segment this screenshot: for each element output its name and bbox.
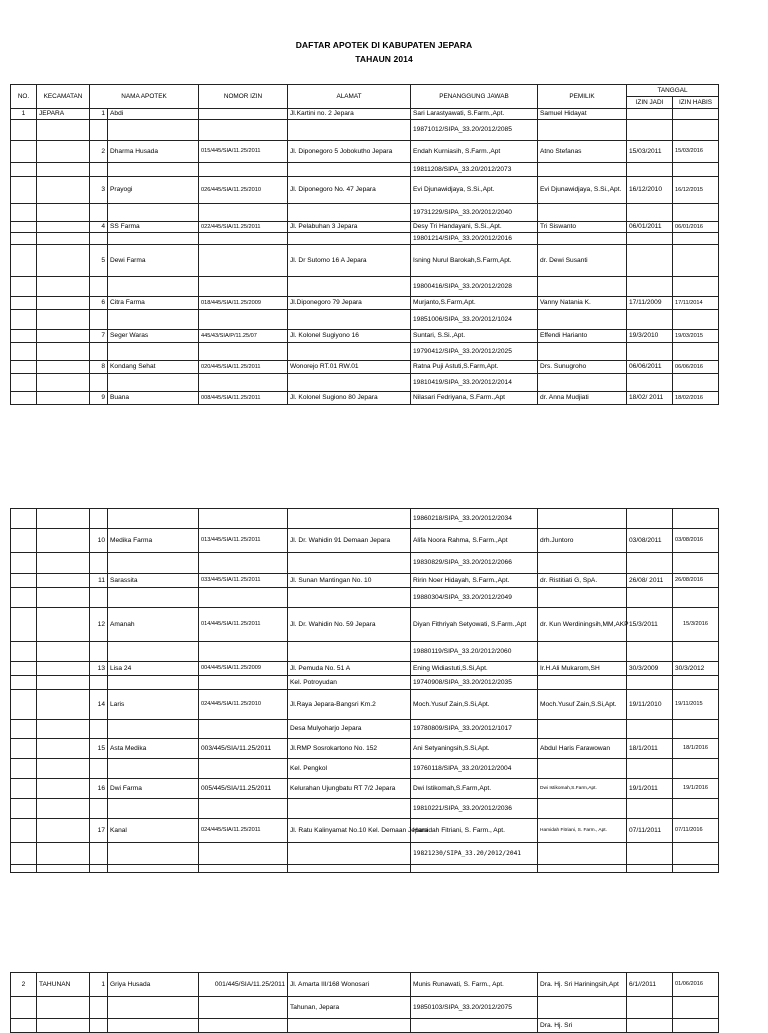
row-number: 9	[90, 392, 108, 405]
header-no: NO.	[11, 85, 37, 109]
owner: Moch.Yusuf Zain,S.Si,Apt.	[538, 690, 627, 720]
permit-number	[199, 245, 288, 277]
address: Jl. Pelabuhan 3 Jepara	[288, 222, 411, 233]
row-number: 1	[90, 973, 108, 997]
permit-end: 06/01/2016	[673, 222, 719, 233]
permit-number: 024/445/SIA/11.25/2010	[199, 690, 288, 720]
permit-end: 15/3/2016	[673, 608, 719, 642]
address: Jl. Kolonel Sugiono 80 Jepara	[288, 392, 411, 405]
header-nomor-izin: NOMOR IZIN	[199, 85, 288, 109]
permit-end: 18/02/2016	[673, 392, 719, 405]
sipa-number: 19790412/SIPA_33.20/2012/2025	[411, 343, 538, 361]
permit-start: 26/08/ 2011	[627, 574, 673, 588]
pharmacist: Desy Tri Handayani, S.Si.,Apt.	[411, 222, 538, 233]
permit-start: 19/11/2010	[627, 690, 673, 720]
pharmacy-name: Dewi Farma	[108, 245, 199, 277]
pharmacist: Isning Nurul Barokah,S.Farm,Apt.	[411, 245, 538, 277]
permit-end: 26/08/2016	[673, 574, 719, 588]
pharmacy-name: Dwi Farma	[108, 779, 199, 799]
address: Jl.RMP Sosrokartono No. 152	[288, 739, 411, 759]
owner: Dra. Hj. Sri Hariningsih,Apt	[538, 973, 627, 997]
address-continued: Tahunan, Jepara	[288, 997, 411, 1019]
header-penanggung-jawab: PENANGGUNG JAWAB	[411, 85, 538, 109]
address: Jl. Dr. Wahidin No. 59 Jepara	[288, 608, 411, 642]
pharmacy-table-page-3	[10, 972, 719, 1033]
kecamatan-name: JEPARA	[37, 109, 90, 120]
permit-end: 07/11/2016	[673, 819, 719, 843]
permit-start: 16/12/2010	[627, 177, 673, 204]
pharmacy-name: Laris	[108, 690, 199, 720]
permit-number: 024/445/SIA/11.25/2011	[199, 819, 288, 843]
pharmacy-name: Citra Farma	[108, 297, 199, 310]
permit-end: 30/3/2012	[673, 662, 719, 676]
owner: Evi Djunawidjaya, S.Si.,Apt.	[538, 177, 627, 204]
permit-end	[673, 245, 719, 277]
row-number: 13	[90, 662, 108, 676]
owner: Effendi Harianto	[538, 330, 627, 343]
permit-number: 003/445/SIA/11.25/2011	[199, 739, 288, 759]
row-number: 6	[90, 297, 108, 310]
sipa-number: 19731229/SIPA_33.20/2012/2040	[411, 204, 538, 222]
kecamatan-number: 2	[11, 973, 37, 997]
address: Jl. Pemuda No. 51 A	[288, 662, 411, 676]
sipa-number: 19880304/SIPA_33.20/2012/2049	[411, 588, 538, 608]
header-pemilik: PEMILIK	[538, 85, 627, 109]
row-number: 14	[90, 690, 108, 720]
permit-end: 06/06/2016	[673, 361, 719, 374]
pharmacist: Ratna Puji Astuti,S.Farm,Apt.	[411, 361, 538, 374]
address: Jl. Kolonel Sugiyono 16	[288, 330, 411, 343]
pharmacist: Nilasari Fedriyana, S.Farm.,Apt	[411, 392, 538, 405]
pharmacist: Murjanto,S.Farm,Apt.	[411, 297, 538, 310]
pharmacist: Ening Widiastuti,S.Si,Apt.	[411, 662, 538, 676]
address: Jl.Kartini no. 2 Jepara	[288, 109, 411, 120]
header-alamat: ALAMAT	[288, 85, 411, 109]
address: Jl. Dr. Wahidin 91 Demaan Jepara	[288, 529, 411, 553]
address-continued: Kel. Pengkol	[288, 759, 411, 779]
permit-end: 19/03/2015	[673, 330, 719, 343]
sipa-number: 19800416/SIPA_33.20/2012/2028	[411, 277, 538, 297]
owner: Abdul Haris Farawowan	[538, 739, 627, 759]
pharmacy-name: SS Farma	[108, 222, 199, 233]
owner: dr. Dewi Susanti	[538, 245, 627, 277]
address: Jl. Diponegoro No. 47 Jepara	[288, 177, 411, 204]
document-subtitle: TAHAUN 2014	[355, 54, 413, 64]
sipa-number: 19880119/SIPA_33.20/2012/2060	[411, 642, 538, 662]
header-tanggal: TANGGAL	[627, 85, 719, 97]
address: Jl. Sunan Mantingan No. 10	[288, 574, 411, 588]
address: Jl. Ratu Kalinyamat No.10 Kel. Demaan Jepara	[288, 819, 411, 843]
pharmacy-name: Kanal	[108, 819, 199, 843]
pharmacy-name: Lisa 24	[108, 662, 199, 676]
pharmacist: Ani Setyaningsih,S.Si,Apt.	[411, 739, 538, 759]
sipa-number: 19871012/SIPA_33.20/2012/2085	[411, 120, 538, 141]
pharmacist: Moch.Yusuf Zain,S.Si,Apt.	[411, 690, 538, 720]
pharmacist: Suntari, S.Si.,Apt.	[411, 330, 538, 343]
permit-start: 15/03/2011	[627, 141, 673, 163]
permit-number	[199, 109, 288, 120]
address: Kelurahan Ujungbatu RT 7/2 Jepara	[288, 779, 411, 799]
permit-end: 17/11/2014	[673, 297, 719, 310]
pharmacy-table-page-1	[10, 84, 719, 405]
permit-number: 014/445/SIA/11.25/2011	[199, 608, 288, 642]
permit-number: 015/445/SIA/11.25/2011	[199, 141, 288, 163]
owner: Ir.H.Ali Mukarom,SH	[538, 662, 627, 676]
permit-number: 013/445/SIA/11.25/2011	[199, 529, 288, 553]
row-number: 17	[90, 819, 108, 843]
permit-start: 06/01/2011	[627, 222, 673, 233]
row-number: 5	[90, 245, 108, 277]
permit-end: 18/1/2016	[673, 739, 719, 759]
sipa-number: 19850103/SIPA_33.20/2012/2075	[411, 997, 538, 1019]
permit-number: 020/445/SIA/11.25/2011	[199, 361, 288, 374]
address: Jl. Dr Sutomo 16 A Jepara	[288, 245, 411, 277]
permit-number: 004/445/SIA/11.25/2009	[199, 662, 288, 676]
owner: Dra. Hj. Sri	[538, 1019, 627, 1033]
kecamatan-number: 1	[11, 109, 37, 120]
permit-start	[627, 109, 673, 120]
owner: Tri Siswanto	[538, 222, 627, 233]
pharmacy-name: Dharma Husada	[108, 141, 199, 163]
permit-start	[627, 245, 673, 277]
permit-start: 19/3/2010	[627, 330, 673, 343]
document-title: DAFTAR APOTEK DI KABUPATEN JEPARA	[295, 40, 473, 50]
pharmacy-name: Griya Husada	[108, 973, 199, 997]
sipa-number: 19811208/SIPA_33.20/2012/2073	[411, 163, 538, 177]
permit-start: 15/3/2011	[627, 608, 673, 642]
address: Jl. Amarta III/168 Wonosari	[288, 973, 411, 997]
permit-start: 19/1/2011	[627, 779, 673, 799]
pharmacist: Alifa Noora Rahma, S.Farm.,Apt	[411, 529, 538, 553]
row-number: 15	[90, 739, 108, 759]
header-kecamatan: KECAMATAN	[37, 85, 90, 109]
address-continued: Desa Mulyoharjo Jepara	[288, 720, 411, 739]
pharmacist: Evi Djunawidjaya, S.Si.,Apt.	[411, 177, 538, 204]
pharmacy-name: Amanah	[108, 608, 199, 642]
row-number: 12	[90, 608, 108, 642]
permit-number: 445/43/SIA/P/11.25/07	[199, 330, 288, 343]
pharmacy-name: Buana	[108, 392, 199, 405]
permit-number: 018/445/SIA/11.25/2009	[199, 297, 288, 310]
header-izin-jadi: IZIN JADI	[627, 97, 673, 109]
sipa-number: 19740908/SIPA_33.20/2012/2035	[411, 676, 538, 690]
sipa-number: 19780809/SIPA_33.20/2012/1017	[411, 720, 538, 739]
permit-start: 6/1//2011	[627, 973, 673, 997]
sipa-number: 19821230/SIPA_33.20/2012/2041	[411, 843, 538, 865]
permit-start: 06/06/2011	[627, 361, 673, 374]
permit-number: 033/445/SIA/11.25/2011	[199, 574, 288, 588]
pharmacy-name: Asta Medika	[108, 739, 199, 759]
address: Jl. Diponegoro 5 Jobokutho Jepara	[288, 141, 411, 163]
row-number: 4	[90, 222, 108, 233]
permit-start: 17/11/2009	[627, 297, 673, 310]
row-number: 16	[90, 779, 108, 799]
owner: Drs. Sunugroho	[538, 361, 627, 374]
owner: Dwi Istikomah,S.Farm,Apt.	[538, 779, 627, 799]
pharmacy-name: Abdi	[108, 109, 199, 120]
address-continued: Kel. Potroyudan	[288, 676, 411, 690]
owner: Vanny Natania K.	[538, 297, 627, 310]
pharmacy-table-page-2	[10, 508, 719, 873]
permit-end: 19/1/2016	[673, 779, 719, 799]
pharmacy-name: Medika Farma	[108, 529, 199, 553]
owner: drh.Juntoro	[538, 529, 627, 553]
permit-end: 19/11/2015	[673, 690, 719, 720]
row-number: 1	[90, 109, 108, 120]
pharmacy-name: Prayogi	[108, 177, 199, 204]
sipa-number: 19810221/SIPA_33.20/2012/2036	[411, 799, 538, 819]
permit-end: 16/12/2015	[673, 177, 719, 204]
row-number: 7	[90, 330, 108, 343]
row-number: 11	[90, 574, 108, 588]
sipa-number: 19860218/SIPA_33.20/2012/2034	[411, 509, 538, 529]
pharmacist: Sari Larastyawati, S.Farm.,Apt.	[411, 109, 538, 120]
permit-end: 01/06/2016	[673, 973, 719, 997]
owner: dr. Ristitiati G, SpA.	[538, 574, 627, 588]
owner: dr. Anna Mudjiati	[538, 392, 627, 405]
permit-number: 005/445/SIA/11.25/2011	[199, 779, 288, 799]
pharmacist: Endah Kurniasih, S.Farm.,Apt	[411, 141, 538, 163]
pharmacist: Ririn Noer Hidayah, S.Farm.,Apt.	[411, 574, 538, 588]
permit-end: 15/03/2016	[673, 141, 719, 163]
permit-start: 18/1/2011	[627, 739, 673, 759]
row-number: 3	[90, 177, 108, 204]
owner: Atno Stefanas	[538, 141, 627, 163]
pharmacist: Dwi Istikomah,S.Farm,Apt.	[411, 779, 538, 799]
sipa-number: 19830829/SIPA_33.20/2012/2066	[411, 553, 538, 574]
row-number: 2	[90, 141, 108, 163]
permit-number: 022/445/SIA/11.25/2011	[199, 222, 288, 233]
permit-start: 18/02/ 2011	[627, 392, 673, 405]
row-number: 10	[90, 529, 108, 553]
header-nama-apotek: NAMA APOTEK	[90, 85, 199, 109]
address: Wonorejo RT.01 RW.01	[288, 361, 411, 374]
sipa-number: 19760118/SIPA_33.20/2012/2004	[411, 759, 538, 779]
owner: dr. Kun Werdiningsih,MM,AKP	[538, 608, 627, 642]
sipa-number: 19801214/SIPA_33.20/2012/2016	[411, 233, 538, 245]
owner: Samuel Hidayat	[538, 109, 627, 120]
permit-start: 03/08/2011	[627, 529, 673, 553]
permit-start: 30/3/2009	[627, 662, 673, 676]
header-izin-habis: IZIN HABIS	[673, 97, 719, 109]
permit-start: 07/11/2011	[627, 819, 673, 843]
permit-number: 001/445/SIA/11.25/2011	[199, 973, 288, 997]
owner: Hamidah Fitriani, S. Farm., Apt.	[538, 819, 627, 843]
permit-number: 008/445/SIA/11.25/2011	[199, 392, 288, 405]
row-number: 8	[90, 361, 108, 374]
pharmacist: Diyan Fithriyah Setyowati, S.Farm.,Apt	[411, 608, 538, 642]
pharmacist: Munis Runawati, S. Farm., Apt.	[411, 973, 538, 997]
permit-end: 03/08/2016	[673, 529, 719, 553]
pharmacy-name: Kondang Sehat	[108, 361, 199, 374]
pharmacy-name: Sarassita	[108, 574, 199, 588]
permit-number: 026/445/SIA/11.25/2010	[199, 177, 288, 204]
pharmacy-name: Seger Waras	[108, 330, 199, 343]
address: Jl.Diponegoro 79 Jepara	[288, 297, 411, 310]
kecamatan-name: TAHUNAN	[37, 973, 90, 997]
permit-end	[673, 109, 719, 120]
pharmacist: Hamidah Fitriani, S. Farm., Apt.	[411, 819, 538, 843]
sipa-number: 19851006/SIPA_33.20/2012/1024	[411, 310, 538, 330]
sipa-number: 19810419/SIPA_33.20/2012/2014	[411, 374, 538, 392]
address: Jl.Raya Jepara-Bangsri Km.2	[288, 690, 411, 720]
